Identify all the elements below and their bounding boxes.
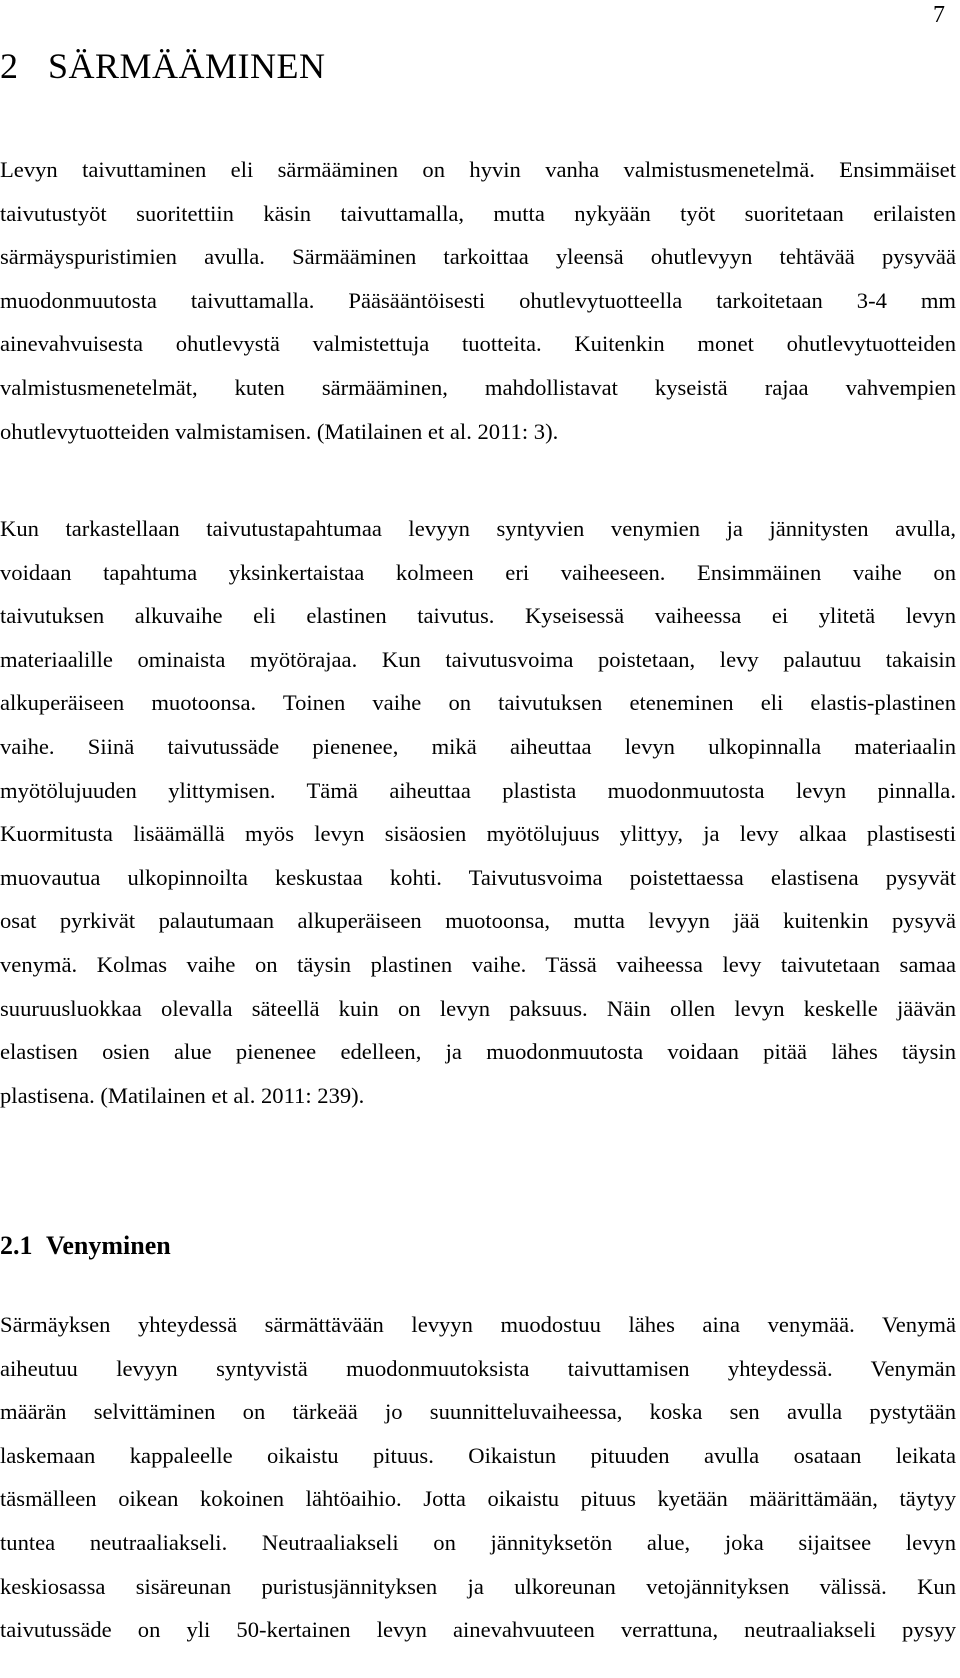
paragraph-bending-phases [0, 507, 956, 1117]
text-line: vaihe. Siinä taivutussäde pienenee, mikä aiheuttaa levyn ulkopinnalla materiaalin [0, 733, 956, 759]
text-line: Särmäyksen yhteydessä särmättävään levyyn muodostuu lähes aina venymää. Venymä [0, 1312, 956, 1337]
section-number: 2.1 [0, 1231, 33, 1260]
text-line: keskiosassa sisäreunan puristusjännityksen ja ulkoreunan vetojännityksen välissä. Kun [0, 1573, 956, 1599]
text-line: suuruusluokkaa olevalla säteellä kuin on levyn paksuus. Näin ollen levyn keskelle jäävän [0, 995, 956, 1021]
text-line: taivutustyöt suoritettiin käsin taivuttamalla, mutta nykyään työt suoritetaan erilaisten [0, 200, 956, 226]
text-line: aiheutuu levyyn syntyvistä muodonmuutoksista taivuttamisen yhteydessä. Venymän [0, 1355, 956, 1381]
section-title: Venyminen [46, 1231, 171, 1260]
text-line: alkuperäiseen muotoonsa. Toinen vaihe on taivutuksen eteneminen eli elastis-plastinen [0, 690, 956, 716]
text-line: taivutussäde on yli 50-kertainen levyn ainevahvuuteen verrattuna, neutraaliakseli pysyy [0, 1617, 956, 1643]
text-line: myötölujuuden ylittymisen. Tämä aiheuttaa plastista muodonmuutosta levyn pinnalla. [0, 777, 956, 803]
text-line: tuntea neutraaliakseli. Neutraaliakseli on jännityksetön alue, joka sijaitsee levyn [0, 1529, 956, 1555]
text-line: muovautua ulkopinnoilta keskustaa kohti. Taivutusvoima poistettaessa elastisena pysyvät [0, 864, 956, 890]
text-line: Kun tarkastellaan taivutustapahtumaa levyyn syntyvien venymien ja jännitysten avulla, [0, 516, 956, 541]
text-line: muodonmuutosta taivuttamalla. Pääsääntöisesti ohutlevytuotteella tarkoitetaan 3-4 mm [0, 287, 956, 313]
text-line: elastisen osien alue pienenee edelleen, ja muodonmuutosta voidaan pitää lähes täysin [0, 1039, 956, 1065]
text-line: materiaalille ominaista myötörajaa. Kun taivutusvoima poistetaan, levy palautuu takaisin [0, 646, 956, 672]
text-line: särmäyspuristimien avulla. Särmääminen tarkoittaa yleensä ohutlevyyn tehtävää pysyvää [0, 244, 956, 270]
paragraph-elongation [0, 1303, 956, 1652]
text-line: osat pyrkivät palautumaan alkuperäiseen muotoonsa, mutta levyyn jää kuitenkin pysyvä [0, 908, 956, 934]
chapter-heading [0, 42, 326, 90]
paragraph-intro [0, 148, 956, 453]
text-line: voidaan tapahtuma yksinkertaistaa kolmeen eri vaiheeseen. Ensimmäinen vaihe on [0, 559, 956, 585]
text-line: laskemaan kappaleelle oikaistu pituus. Oikaistun pituuden avulla osataan leikata [0, 1442, 956, 1468]
text-line: Levyn taivuttaminen eli särmääminen on hyvin vanha valmistusmenetelmä. Ensimmäiset [0, 157, 956, 182]
text-line: valmistusmenetelmät, kuten särmääminen, mahdollistavat kyseistä rajaa vahvempien [0, 374, 956, 400]
text-line: täsmälleen oikean kokoinen lähtöaihio. Jotta oikaistu pituus kyetään määrittämään, täytyy [0, 1486, 956, 1512]
text-line: ainevahvuisesta ohutlevystä valmistettuja tuotteita. Kuitenkin monet ohutlevytuotteiden [0, 331, 956, 357]
chapter-title: SÄRMÄÄMINEN [48, 46, 326, 86]
text-line: Kuormitusta lisäämällä myös levyn sisäosien myötölujuus ylittyy, ja levy alkaa plastisesti [0, 821, 956, 847]
section-heading [0, 1228, 171, 1264]
page-number: 7 [933, 2, 945, 28]
text-line: taivutuksen alkuvaihe eli elastinen taivutus. Kyseisessä vaiheessa ei ylitetä levyn [0, 603, 956, 629]
text-line: määrän selvittäminen on tärkeää jo suunnitteluvaiheessa, koska sen avulla pystytään [0, 1399, 956, 1425]
text-line: plastisena. (Matilainen et al. 2011: 239). [0, 1082, 365, 1108]
chapter-number: 2 [0, 46, 19, 86]
text-line: ohutlevytuotteiden valmistamisen. (Matilainen et al. 2011: 3). [0, 418, 559, 444]
text-line: venymä. Kolmas vaihe on täysin plastinen vaihe. Tässä vaiheessa levy taivutetaan samaa [0, 951, 956, 977]
